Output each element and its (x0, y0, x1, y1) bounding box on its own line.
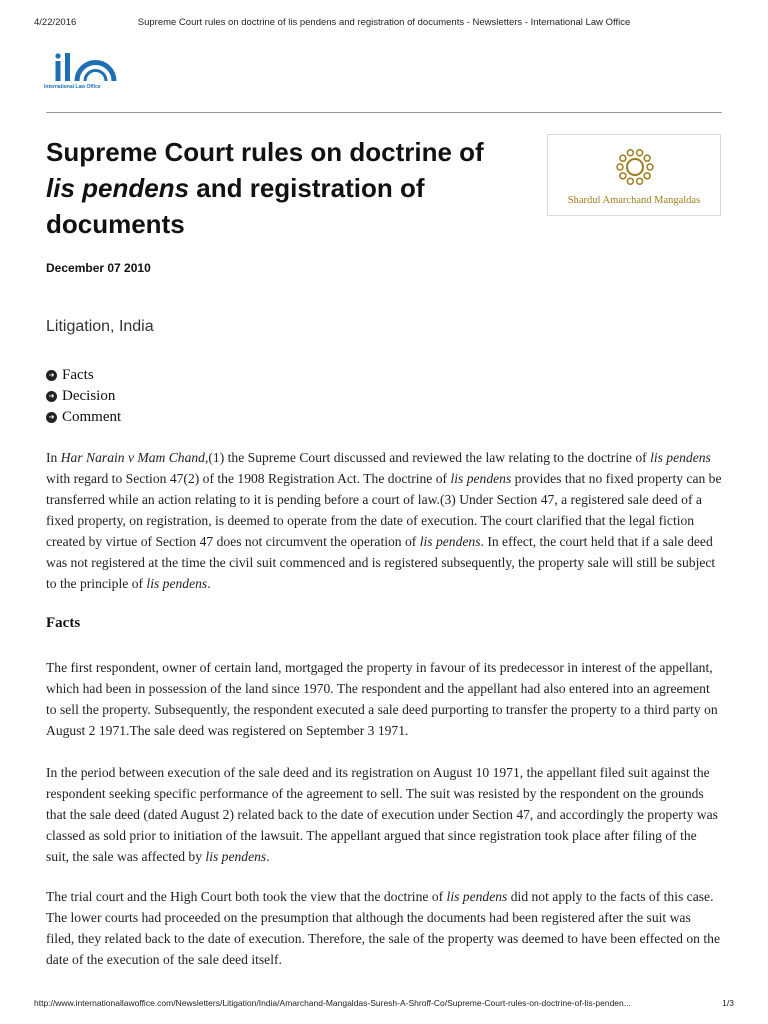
italic-term: lis pendens (450, 471, 512, 486)
intro-paragraph (46, 447, 722, 594)
toc-item-facts[interactable] (46, 365, 121, 386)
toc-label: Facts (62, 367, 94, 383)
print-title: Supreme Court rules on doctrine of lis pendens and registration of documents - Newsletters - International Law Office (137, 17, 631, 28)
ilo-logo-icon (44, 50, 134, 86)
text-run: did not apply to the facts of this case. The lower courts had proceeded on the presumption that although the documents had been registered after the suit was filed, they related back to the date of execution. Therefore, the sale of the property was deemed to have been effected on the date of the execution of the sale deed itself. (46, 889, 720, 967)
firm-logo-box[interactable] (547, 134, 721, 216)
italic-term: lis pendens (650, 450, 711, 465)
publication-date: December 07 2010 (46, 261, 151, 275)
article-headline (46, 134, 516, 242)
text-run: . (266, 849, 270, 864)
toc-label: Comment (62, 409, 122, 425)
page-number: 1/3 (722, 998, 734, 1008)
facts-heading: Facts (46, 615, 81, 631)
sun-logo-icon (614, 145, 656, 191)
paragraph-text (46, 657, 722, 741)
italic-term: lis pendens (446, 889, 508, 904)
header-divider (46, 112, 722, 113)
ilo-logo-text: International Law Office (44, 84, 101, 90)
page-url[interactable]: http://www.internationallawoffice.com/Newsletters/Litigation/India/Amarchand-Mangaldas-Suresh-A-Shroff-Co/Supreme-Court-rules-on-doctrine-of-lis-penden... (34, 998, 631, 1008)
headline-italic: lis pendens (46, 173, 190, 203)
text-run: ,(1) the Supreme Court discussed and reviewed the law relating to the doctrine of (204, 450, 651, 465)
print-date: 4/22/2016 (34, 17, 77, 28)
facts-paragraph-1 (46, 657, 722, 741)
ilo-logo[interactable] (44, 50, 134, 100)
text-run: . In effect, the court held that if a sale deed was not registered at the time the civil suit commenced and is registered subsequently, the property sale will still be subject to the principle of (46, 534, 716, 591)
text-run: The trial court and the High Court both took the view that the doctrine of (46, 889, 447, 904)
italic-term: lis pendens (205, 849, 267, 864)
print-header (34, 17, 734, 31)
circle-arrow-icon: ➜ (46, 391, 57, 402)
toc-label: Decision (62, 388, 116, 404)
text-run: In (46, 450, 61, 465)
headline-text-2: and registration of documents (46, 173, 425, 239)
circle-arrow-icon: ➜ (46, 370, 57, 381)
category-label: Litigation, India (46, 318, 154, 335)
headline-text-1: Supreme Court rules on doctrine of (46, 137, 484, 167)
firm-name: Shardul Amarchand Mangaldas (567, 195, 701, 206)
paragraph-text (46, 447, 722, 594)
text-run: The first respondent, owner of certain land, mortgaged the property in favour of its predecessor in interest of the appellant, which had been in possession of the land since 1970. The respondent and the appellant had also entered into an agreement to sell the property. Subsequently, the respondent executed a sale deed purporting to transfer the property to a third party on August 2 1971.The sale deed was registered on September 3 1971. (46, 660, 718, 738)
table-of-contents (46, 365, 121, 428)
toc-item-comment[interactable] (46, 407, 121, 428)
toc-item-decision[interactable] (46, 386, 121, 407)
facts-paragraph-3 (46, 886, 722, 970)
print-footer (34, 998, 734, 1010)
facts-paragraph-2 (46, 762, 722, 867)
text-run: provides that no fixed property can be transferred while an action relating to it is pending before a court of law.(3) Under Section 47, a registered sale deed of a fixed property, on registration, is deemed to operate from the date of execution. The court clarified that the legal fiction created by virtue of Section 47 does not circumvent the operation of (46, 471, 722, 549)
text-run: . (207, 576, 211, 591)
text-run: with regard to Section 47(2) of the 1908 Registration Act. The doctrine of (46, 471, 451, 486)
italic-term: lis pendens (146, 576, 208, 591)
paragraph-text (46, 762, 722, 867)
paragraph-text (46, 886, 722, 970)
circle-arrow-icon: ➜ (46, 412, 57, 423)
italic-term: Har Narain v Mam Chand (60, 450, 205, 465)
italic-term: lis pendens (419, 534, 481, 549)
text-run: In the period between execution of the sale deed and its registration on August 10 1971, the appellant filed suit against the respondent seeking specific performance of the agreement to sell. The suit was resisted by the respondent on the grounds that the sale deed (dated August 2) related back to the date of execution under Section 47, and accordingly the property was classed as sold prior to initiation of the lawsuit. The appellant argued that since registration took place after filing of the suit, the sale was affected by (46, 765, 718, 864)
